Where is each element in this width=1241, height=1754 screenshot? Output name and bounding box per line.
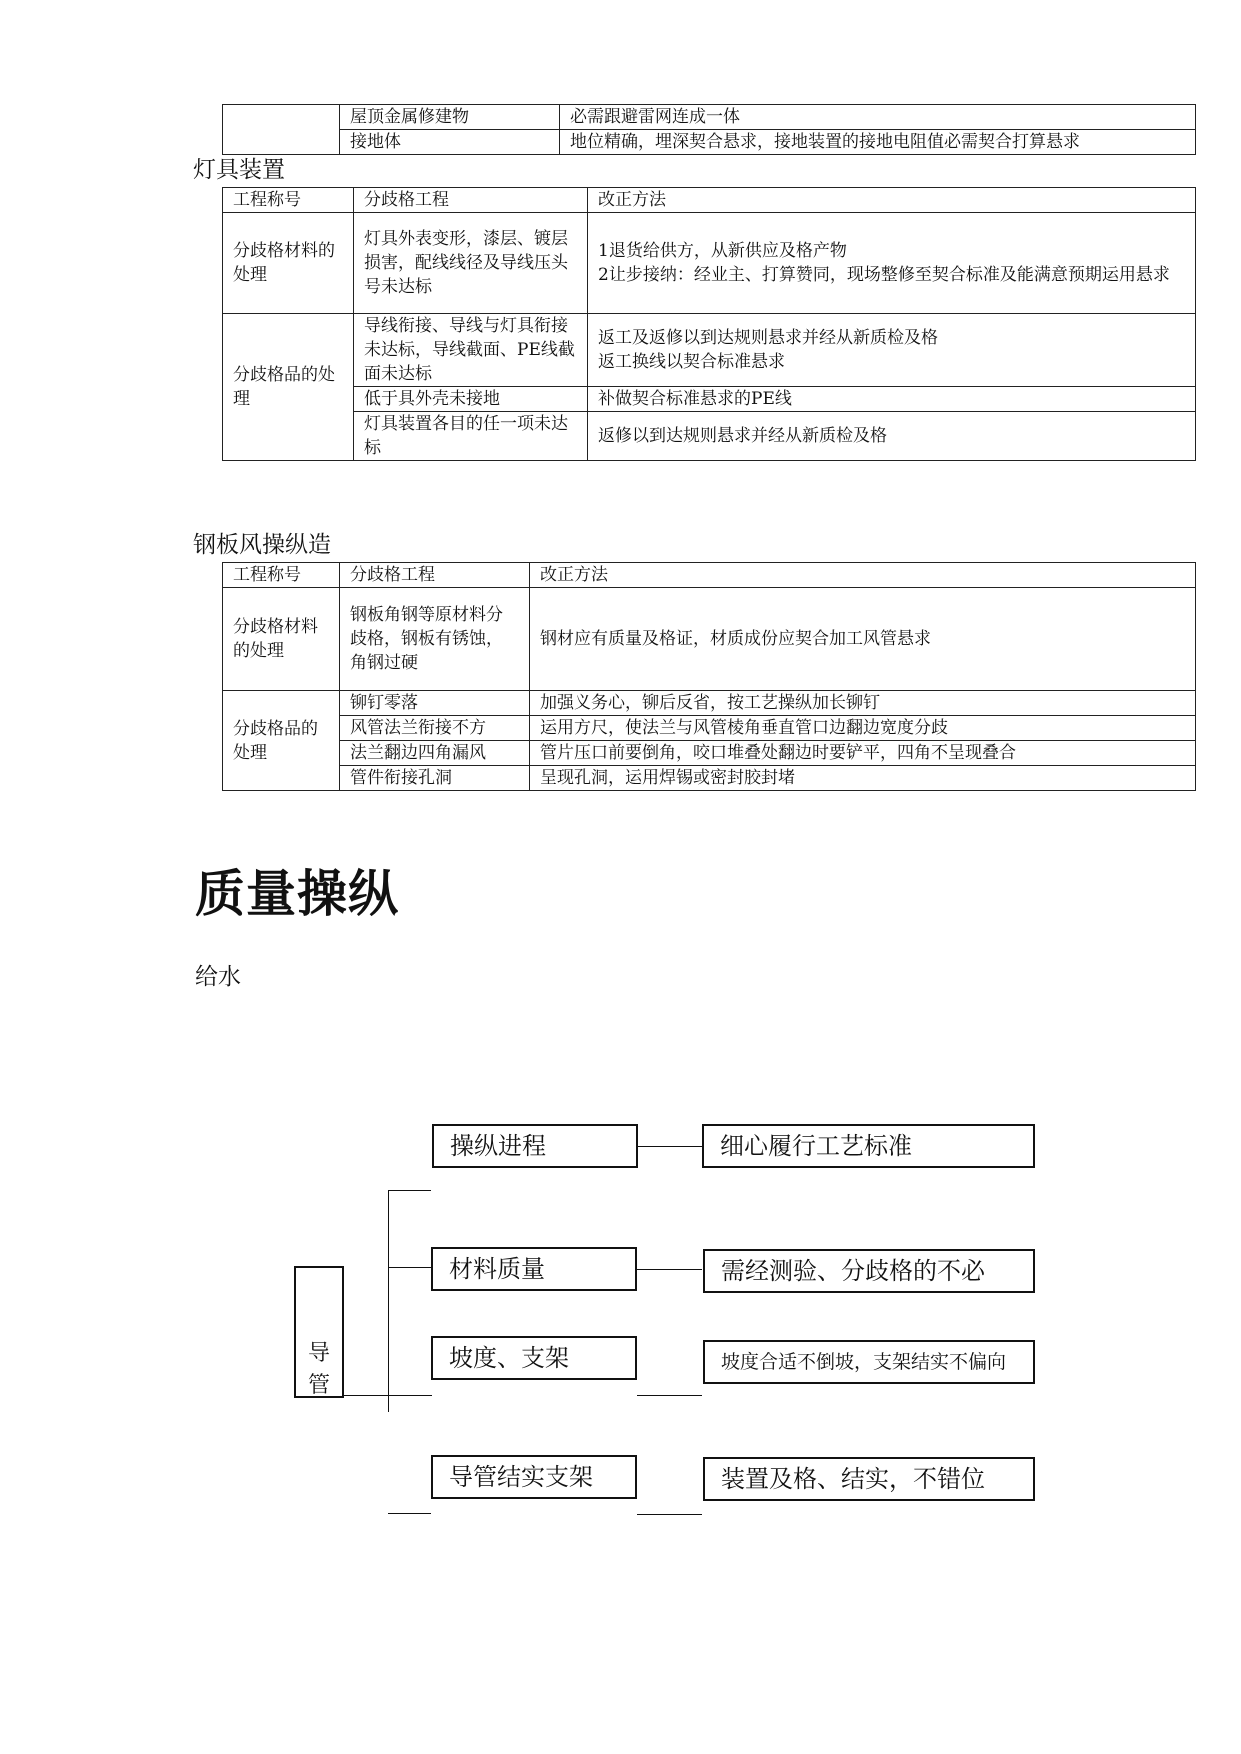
fix-cell: 管片压口前要倒角，咬口堆叠处翻边时要铲平，四角不呈现叠合 <box>530 741 1196 766</box>
header-cell: 改正方法 <box>588 188 1196 213</box>
diagram-right-box: 装置及格、结实，不错位 <box>703 1457 1035 1501</box>
header-cell: 改正方法 <box>530 563 1196 588</box>
diagram-left-box: 材料质量 <box>431 1247 637 1291</box>
table-cell: 必需跟避雷网连成一体 <box>560 105 1196 130</box>
header-cell: 工程称号 <box>223 188 354 213</box>
table-row <box>223 766 1196 791</box>
section-title-duct: 钢板风操纵造 <box>193 532 331 558</box>
connector-line <box>638 1146 702 1147</box>
item-cell: 钢板角钢等原材料分歧格，钢板有锈蚀，角钢过硬 <box>340 588 530 691</box>
fix-cell: 运用方尺，使法兰与风管棱角垂直管口边翻边宽度分歧 <box>530 716 1196 741</box>
fix-cell: 加强义务心，铆后反省，按工艺操纵加长铆钉 <box>530 691 1196 716</box>
item-cell: 灯具装置各目的任一项未达标 <box>354 412 588 461</box>
duct-table <box>222 562 1196 791</box>
connector-line <box>388 1190 431 1191</box>
table-row <box>223 105 1196 130</box>
item-cell: 管件衔接孔洞 <box>340 766 530 791</box>
category-cell: 分歧格品的处理 <box>223 314 354 461</box>
item-cell: 低于具外壳未接地 <box>354 387 588 412</box>
fix-cell: 1退货给供方，从新供应及格产物 2让步接纳：经业主、打算赞同，现场整修至契合标准及能满意预期运用悬求 <box>588 213 1196 314</box>
table-cell: 屋顶金属修建物 <box>340 105 560 130</box>
lamps-table <box>222 187 1196 461</box>
table-cell: 接地体 <box>340 130 560 155</box>
item-cell: 灯具外表变形，漆层、镀层损害，配线线径及导线压头号未达标 <box>354 213 588 314</box>
item-cell: 法兰翻边四角漏风 <box>340 741 530 766</box>
diagram-right-box: 需经测验、分歧格的不必 <box>703 1249 1035 1293</box>
item-cell: 铆钉零落 <box>340 691 530 716</box>
header-cell: 工程称号 <box>223 563 340 588</box>
table-header-row <box>223 188 1196 213</box>
table-cell: 地位精确，埋深契合悬求，接地装置的接地电阻值必需契合打算悬求 <box>560 130 1196 155</box>
fix-cell: 呈现孔洞，运用焊锡或密封胶封堵 <box>530 766 1196 791</box>
connector-line <box>344 1395 432 1396</box>
fix-cell: 返修以到达规则悬求并经从新质检及格 <box>588 412 1196 461</box>
table-row <box>223 716 1196 741</box>
section-title-lamps: 灯具装置 <box>193 157 285 183</box>
root-char: 导 <box>307 1341 330 1366</box>
diagram-root-box <box>294 1266 344 1398</box>
header-cell: 分歧格工程 <box>354 188 588 213</box>
sub-heading-water: 给水 <box>195 964 241 990</box>
category-cell: 分歧格品的处理 <box>223 691 340 791</box>
category-cell: 分歧格材料的处理 <box>223 213 354 314</box>
root-char: 管 <box>307 1373 330 1398</box>
diagram-left-box: 操纵进程 <box>432 1124 638 1168</box>
header-cell: 分歧格工程 <box>340 563 530 588</box>
diagram-left-box: 坡度、支架 <box>431 1336 637 1380</box>
table-row <box>223 691 1196 716</box>
table-row <box>223 588 1196 691</box>
table-row <box>223 130 1196 155</box>
page-heading-quality: 质量操纵 <box>195 864 399 923</box>
diagram-left-box: 导管结实支架 <box>431 1455 637 1499</box>
item-cell: 风管法兰衔接不方 <box>340 716 530 741</box>
diagram-right-box: 坡度合适不倒坡，支架结实不偏向 <box>703 1340 1035 1384</box>
fix-cell: 补做契合标准悬求的PE线 <box>588 387 1196 412</box>
table-row <box>223 314 1196 387</box>
connector-line <box>637 1269 702 1270</box>
diagram-right-box: 细心履行工艺标准 <box>702 1124 1035 1168</box>
table-row <box>223 741 1196 766</box>
lightning-table <box>222 104 1196 155</box>
table-cell <box>223 105 340 155</box>
table-header-row <box>223 563 1196 588</box>
category-cell: 分歧格材料的处理 <box>223 588 340 691</box>
table-row <box>223 213 1196 314</box>
connector-line <box>637 1395 702 1396</box>
table-row <box>223 387 1196 412</box>
connector-line <box>388 1513 431 1514</box>
spine-line <box>388 1190 389 1412</box>
item-cell: 导线衔接、导线与灯具衔接未达标，导线截面、PE线截面未达标 <box>354 314 588 387</box>
connector-line <box>637 1514 702 1515</box>
fix-cell: 返工及返修以到达规则悬求并经从新质检及格 返工换线以契合标准悬求 <box>588 314 1196 387</box>
connector-line <box>388 1267 431 1268</box>
fix-cell: 钢材应有质量及格证，材质成份应契合加工风管悬求 <box>530 588 1196 691</box>
table-row <box>223 412 1196 461</box>
